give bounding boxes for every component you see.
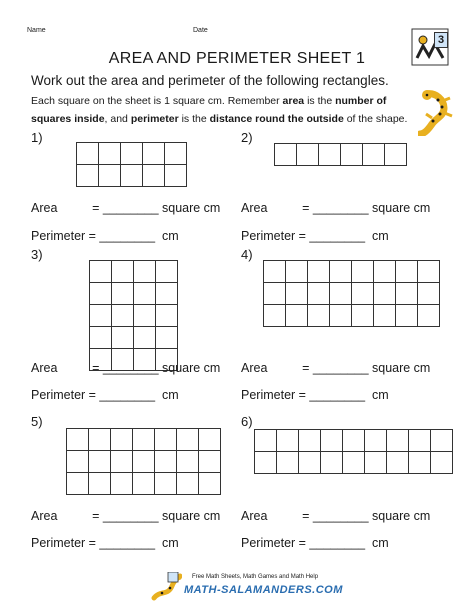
grid-square: [112, 261, 134, 283]
grid-square: [352, 261, 374, 283]
grid-square: [343, 430, 365, 452]
grid-square: [134, 327, 156, 349]
grid-square: [134, 305, 156, 327]
grid-square: [396, 261, 418, 283]
grid-square: [111, 473, 133, 495]
grid-square: [330, 305, 352, 327]
grid-square: [286, 305, 308, 327]
grid-square: [143, 165, 165, 187]
grid-square: [286, 261, 308, 283]
salamander-logo-icon: [150, 572, 182, 604]
grid-square: [431, 430, 453, 452]
area-answer-2: Area = ________ square cm: [241, 201, 431, 215]
grid-square: [299, 452, 321, 474]
grid-square: [67, 429, 89, 451]
problem-label-6: 6): [241, 414, 253, 429]
grid-square: [255, 430, 277, 452]
grid-square: [165, 165, 187, 187]
grid-square: [418, 261, 440, 283]
rectangle-grid-5: [66, 428, 221, 495]
grid-square: [111, 451, 133, 473]
rectangle-grid-6: [254, 429, 453, 474]
area-answer-3: Area = ________ square cm: [31, 361, 221, 375]
rectangle-grid-2: [274, 143, 407, 166]
grid-square: [90, 283, 112, 305]
grid-square: [363, 144, 385, 166]
date-label: Date: [193, 27, 208, 34]
grid-square: [177, 451, 199, 473]
grid-square: [89, 429, 111, 451]
grid-square: [67, 473, 89, 495]
grid-square: [156, 261, 178, 283]
grid-square: [277, 452, 299, 474]
salamander-icon: [418, 88, 460, 136]
problem-label-2: 2): [241, 130, 253, 145]
perimeter-answer-6: Perimeter = ________ cm: [241, 536, 389, 550]
grid-square: [143, 143, 165, 165]
grid-square: [255, 452, 277, 474]
grid-square: [409, 430, 431, 452]
grid-square: [199, 451, 221, 473]
grid-square: [121, 143, 143, 165]
grid-square: [90, 327, 112, 349]
grid-square: [264, 305, 286, 327]
grid-square: [299, 430, 321, 452]
grid-square: [134, 283, 156, 305]
grid-square: [264, 261, 286, 283]
grid-square: [286, 283, 308, 305]
grid-square: [156, 305, 178, 327]
instruction-paragraph: Each square on the sheet is 1 square cm. Remember area is the number of squares inside, and perimeter is the distance round the outside of the shape.: [31, 95, 408, 125]
grid-square: [321, 430, 343, 452]
problem-label-1: 1): [31, 130, 43, 145]
grid-square: [99, 165, 121, 187]
grid-square: [418, 283, 440, 305]
area-answer-5: Area = ________ square cm: [31, 509, 221, 523]
perimeter-answer-3: Perimeter = ________ cm: [31, 388, 179, 402]
perimeter-answer-4: Perimeter = ________ cm: [241, 388, 389, 402]
grid-square: [177, 473, 199, 495]
grid-square: [352, 305, 374, 327]
grid-square: [277, 430, 299, 452]
badge-number: 3: [434, 32, 448, 48]
grid-square: [385, 144, 407, 166]
grid-square: [112, 283, 134, 305]
grid-square: [319, 144, 341, 166]
name-label: Name: [27, 27, 46, 34]
grid-square: [365, 452, 387, 474]
grid-square: [330, 261, 352, 283]
grid-square: [112, 327, 134, 349]
perimeter-answer-2: Perimeter = ________ cm: [241, 229, 389, 243]
grid-square: [77, 165, 99, 187]
grid-square: [67, 451, 89, 473]
grid-square: [134, 261, 156, 283]
grid-square: [155, 473, 177, 495]
grid-square: [199, 429, 221, 451]
grid-square: [156, 327, 178, 349]
grid-square: [374, 261, 396, 283]
grid-square: [396, 305, 418, 327]
grid-square: [352, 283, 374, 305]
grid-square: [308, 261, 330, 283]
grid-square: [396, 283, 418, 305]
problem-label-4: 4): [241, 247, 253, 262]
grid-square: [199, 473, 221, 495]
grid-square: [165, 143, 187, 165]
grid-square: [90, 261, 112, 283]
grid-square: [155, 429, 177, 451]
rectangle-grid-1: [76, 142, 187, 187]
grid-square: [365, 430, 387, 452]
grid-square: [330, 283, 352, 305]
grid-square: [343, 452, 365, 474]
grid-square: [133, 429, 155, 451]
grid-square: [275, 144, 297, 166]
grid-square: [321, 452, 343, 474]
grid-square: [99, 143, 121, 165]
rectangle-grid-3: [89, 260, 178, 371]
grid-square: [374, 283, 396, 305]
grid-square: [418, 305, 440, 327]
grid-square: [133, 451, 155, 473]
grid-square: [387, 430, 409, 452]
page-title: AREA AND PERIMETER SHEET 1: [108, 50, 366, 67]
grid-square: [89, 473, 111, 495]
footer: [150, 568, 350, 608]
grid-square: [155, 451, 177, 473]
grid-square: [297, 144, 319, 166]
problem-label-5: 5): [31, 414, 43, 429]
grid-square: [112, 305, 134, 327]
grid-square: [156, 283, 178, 305]
grid-square: [308, 283, 330, 305]
grid-square: [387, 452, 409, 474]
grid-square: [177, 429, 199, 451]
perimeter-answer-5: Perimeter = ________ cm: [31, 536, 179, 550]
perimeter-answer-1: Perimeter = ________ cm: [31, 229, 179, 243]
footer-brand: MATH-SALAMANDERS.COM: [184, 584, 343, 596]
grid-square: [89, 451, 111, 473]
problem-label-3: 3): [31, 247, 43, 262]
grid-square: [133, 473, 155, 495]
grid-square: [121, 165, 143, 187]
area-answer-4: Area = ________ square cm: [241, 361, 431, 375]
grid-square: [264, 283, 286, 305]
grid-square: [341, 144, 363, 166]
grid-square: [77, 143, 99, 165]
area-answer-6: Area = ________ square cm: [241, 509, 431, 523]
footer-tagline: Free Math Sheets, Math Games and Math Help: [192, 574, 319, 580]
grid-square: [111, 429, 133, 451]
grid-square: [308, 305, 330, 327]
rectangle-grid-4: [263, 260, 440, 327]
grid-square: [90, 305, 112, 327]
grid-square: [431, 452, 453, 474]
grid-square: [409, 452, 431, 474]
area-answer-1: Area = ________ square cm: [31, 201, 221, 215]
instruction-line: Work out the area and perimeter of the following rectangles.: [31, 73, 389, 88]
grid-square: [374, 305, 396, 327]
